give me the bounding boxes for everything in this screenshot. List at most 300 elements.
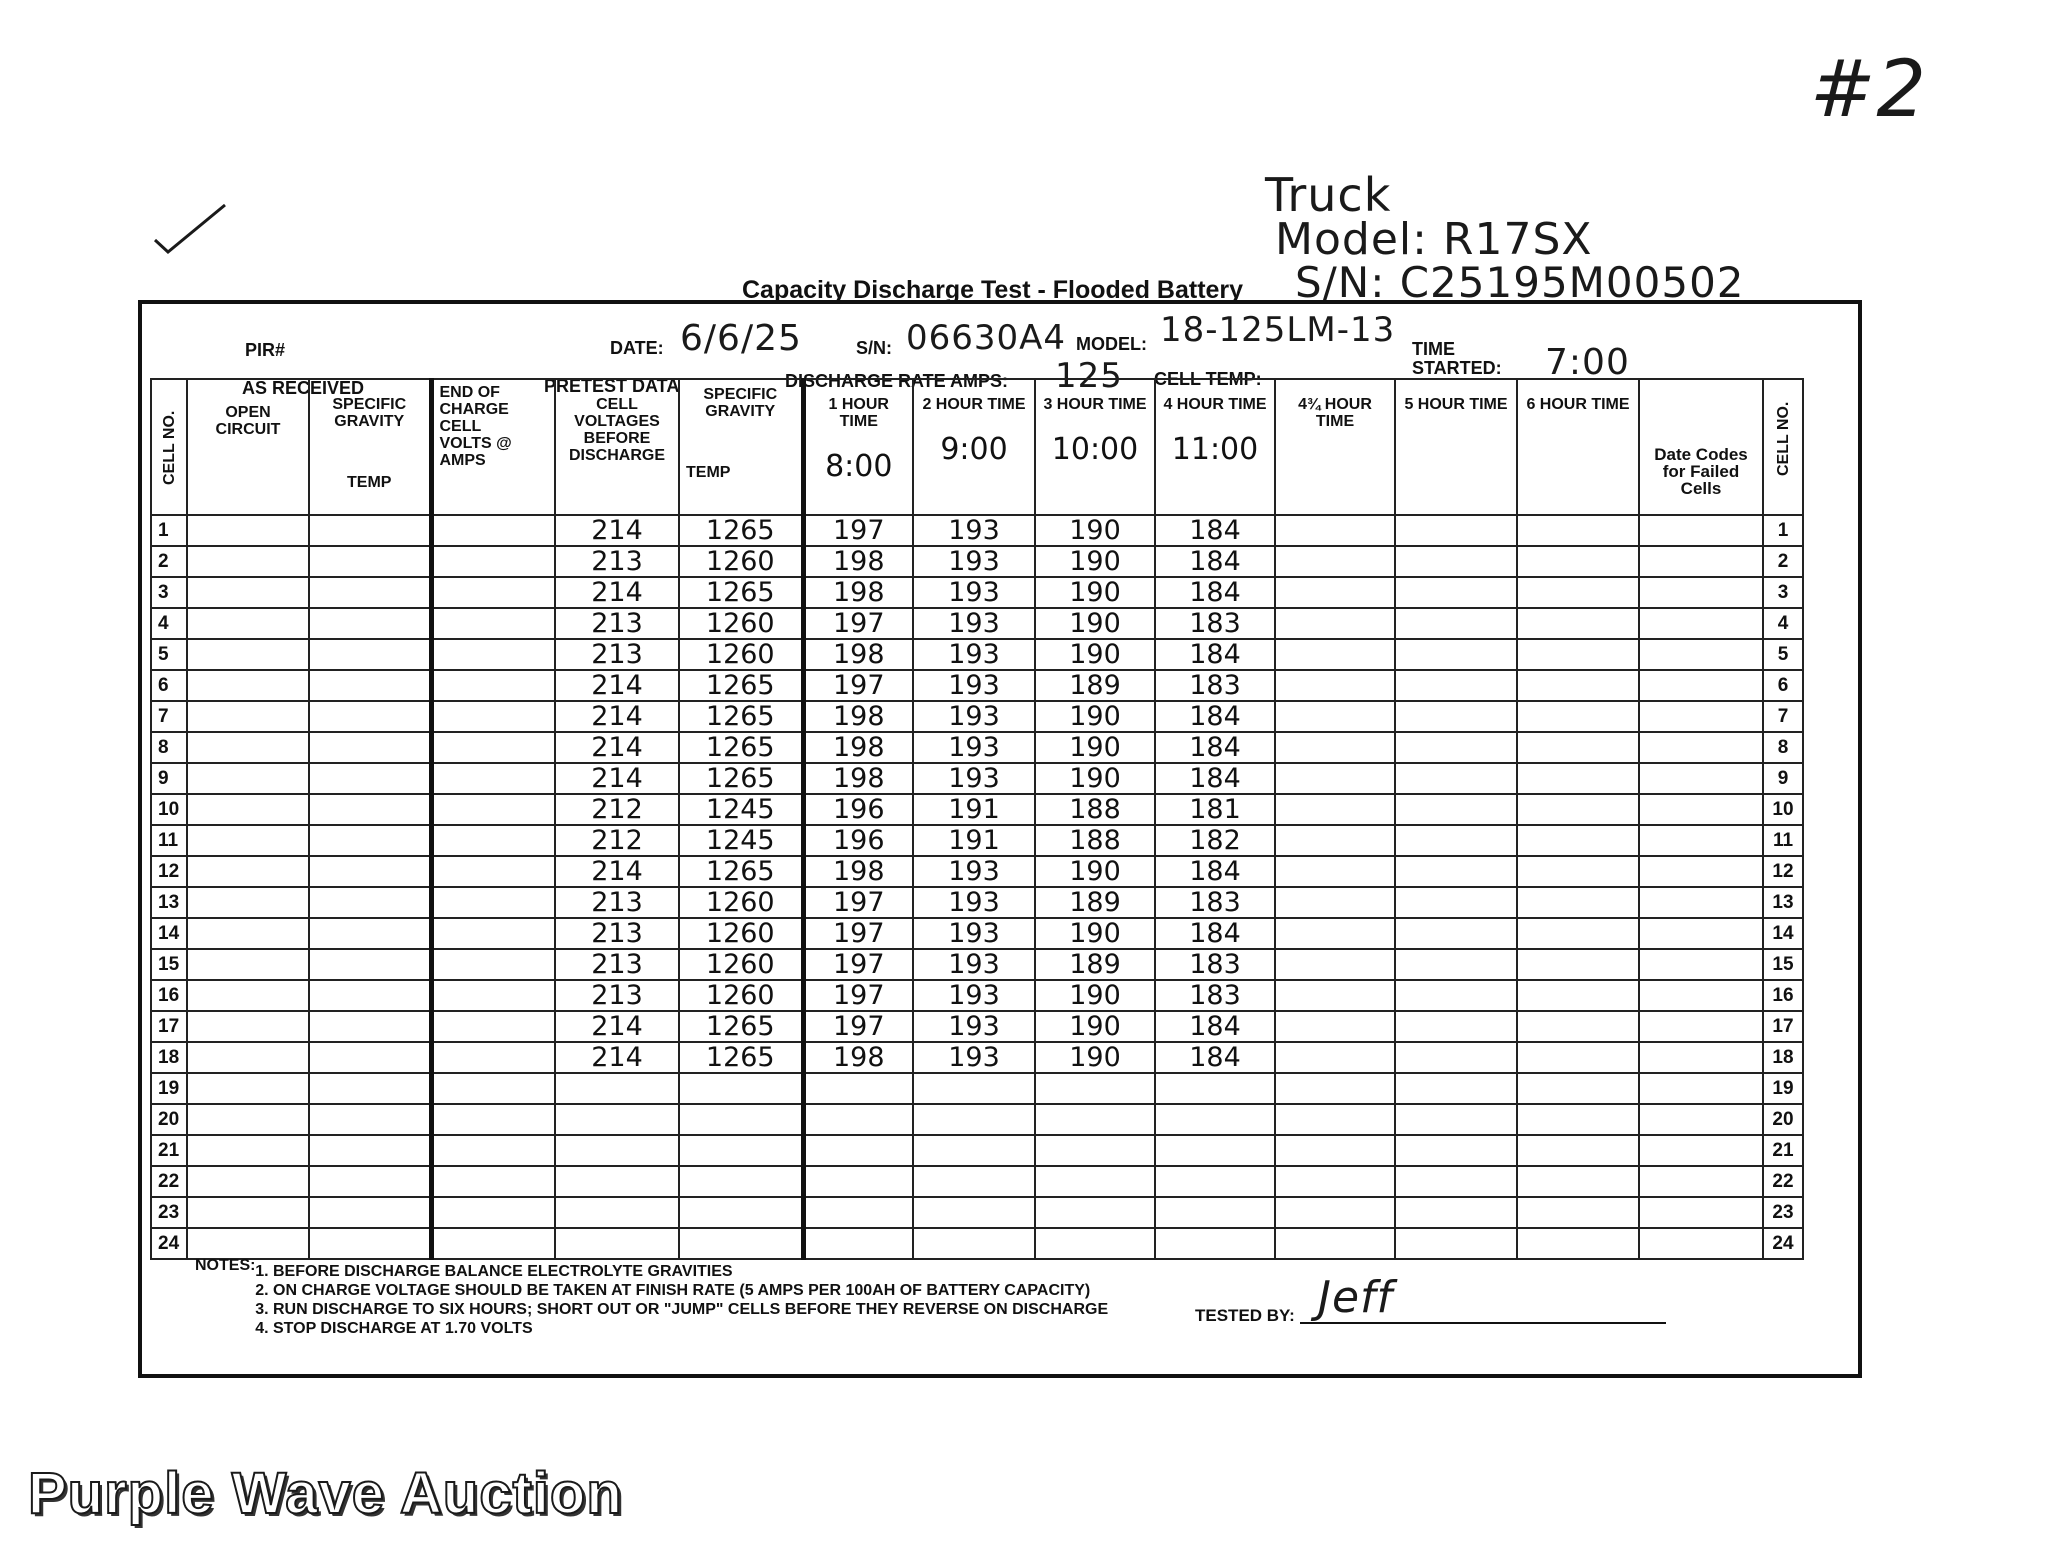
hour475-reading [1275,1104,1395,1135]
hour6-reading [1517,515,1639,546]
hour475-reading [1275,1073,1395,1104]
table-row [151,639,1803,670]
hour5-reading [1395,1073,1517,1104]
open-circuit-header: OPEN CIRCUIT [187,379,309,515]
hour4-reading: 182 [1155,825,1275,856]
hour4-reading: 183 [1155,670,1275,701]
failed-cell-code [1639,1166,1763,1197]
sn-value: 06630A4 [906,318,1067,358]
hour2-reading: 193 [913,949,1035,980]
hour3-header: 3 HOUR TIME 10:00 [1035,379,1155,515]
hour1-reading: 197 [803,949,913,980]
cell-temp-label: CELL TEMP: [1154,369,1262,389]
cell-no-header: CELL NO. [151,379,187,515]
hour475-reading [1275,856,1395,887]
hour2-reading [913,1073,1035,1104]
hour6-reading [1517,1135,1639,1166]
discharge-data-table [150,378,1804,1260]
note-item: 4. STOP DISCHARGE AT 1.70 VOLTS [273,1319,1173,1338]
end-of-charge-cell [431,825,555,856]
hour475-reading [1275,1228,1395,1259]
cell-voltage-cell: 213 [555,546,679,577]
hour6-reading [1517,763,1639,794]
hour3-reading: 190 [1035,546,1155,577]
pretest-sg-cell: 1265 [679,763,803,794]
hour5-reading [1395,670,1517,701]
end-of-charge-cell [431,1104,555,1135]
hour475-reading [1275,515,1395,546]
cell-number: 15 [151,949,187,980]
end-of-charge-cell [431,1011,555,1042]
cell-voltage-cell [555,1197,679,1228]
hour475-reading [1275,1042,1395,1073]
hour2-reading: 193 [913,1011,1035,1042]
hour4-reading [1155,1197,1275,1228]
failed-cell-code [1639,1011,1763,1042]
cell-number-right: 24 [1763,1228,1803,1259]
as-received-sg-cell [309,701,431,732]
hour2-reading: 193 [913,670,1035,701]
as-received-sg-cell [309,1135,431,1166]
cell-number: 23 [151,1197,187,1228]
hour4-reading: 184 [1155,701,1275,732]
end-of-charge-cell [431,577,555,608]
failed-cell-code [1639,1073,1763,1104]
cell-voltage-cell: 214 [555,701,679,732]
failed-cell-code [1639,918,1763,949]
open-circuit-cell [187,1104,309,1135]
note-item: 1. BEFORE DISCHARGE BALANCE ELECTROLYTE GRAVITIES [273,1262,1173,1281]
end-of-charge-cell [431,732,555,763]
hour1-reading [803,1104,913,1135]
hour1-reading: 197 [803,918,913,949]
open-circuit-cell [187,856,309,887]
cell-number: 3 [151,577,187,608]
hour3-reading: 190 [1035,639,1155,670]
end-of-charge-cell [431,1073,555,1104]
tester-signature: Jeff [1318,1272,1394,1323]
hour3-reading: 190 [1035,1011,1155,1042]
as-received-sg-header: SPECIFIC GRAVITY TEMP [309,379,431,515]
failed-cell-code [1639,732,1763,763]
hour1-reading: 197 [803,670,913,701]
hour475-reading [1275,577,1395,608]
cell-voltage-cell: 213 [555,980,679,1011]
end-of-charge-cell [431,949,555,980]
cell-number-right: 15 [1763,949,1803,980]
hour6-reading [1517,639,1639,670]
hour2-reading: 193 [913,515,1035,546]
end-of-charge-cell [431,701,555,732]
cell-number: 2 [151,546,187,577]
failed-cell-code [1639,1104,1763,1135]
pretest-sg-cell [679,1197,803,1228]
hour1-reading: 198 [803,577,913,608]
hour475-reading [1275,980,1395,1011]
hour4-reading: 184 [1155,763,1275,794]
hour2-reading: 193 [913,918,1035,949]
checkmark-icon [150,200,230,260]
hour6-reading [1517,732,1639,763]
hour5-reading [1395,732,1517,763]
hour6-reading [1517,1073,1639,1104]
as-received-sg-cell [309,980,431,1011]
failed-cell-code [1639,763,1763,794]
truck-annotation: Truck [1265,168,1392,222]
hour2-header: 2 HOUR TIME 9:00 [913,379,1035,515]
hour1-reading: 197 [803,608,913,639]
time-started-value: 7:00 [1545,342,1630,383]
hour475-reading [1275,1011,1395,1042]
hour2-reading: 193 [913,856,1035,887]
failed-cell-code [1639,856,1763,887]
hour6-reading [1517,980,1639,1011]
cell-number-right: 22 [1763,1166,1803,1197]
hour475-reading [1275,732,1395,763]
hour475-reading [1275,794,1395,825]
hour475-reading [1275,608,1395,639]
hour3-reading [1035,1135,1155,1166]
cell-voltage-cell: 213 [555,608,679,639]
hour5-reading [1395,949,1517,980]
model-value: 18-125LM-13 [1160,310,1396,350]
hour1-reading: 198 [803,732,913,763]
cell-number: 19 [151,1073,187,1104]
hour3-reading: 189 [1035,670,1155,701]
hour5-reading [1395,577,1517,608]
hour3-reading: 190 [1035,608,1155,639]
hour5-reading [1395,1166,1517,1197]
hour3-reading: 189 [1035,949,1155,980]
discharge-rate-label: DISCHARGE RATE AMPS: [785,371,1009,391]
hour4-time: 11:00 [1171,432,1259,467]
hour1-reading [803,1073,913,1104]
data-rows [151,515,1803,1259]
form-title: Capacity Discharge Test - Flooded Battery [742,276,1244,304]
end-of-charge-cell [431,670,555,701]
hour1-reading: 198 [803,546,913,577]
open-circuit-cell [187,515,309,546]
hour5-reading [1395,887,1517,918]
open-circuit-cell [187,887,309,918]
cell-voltage-cell: 214 [555,515,679,546]
as-received-sg-cell [309,515,431,546]
hour1-reading: 198 [803,701,913,732]
as-received-sg-cell [309,577,431,608]
hour1-reading: 196 [803,794,913,825]
cell-number: 9 [151,763,187,794]
hour2-reading: 193 [913,701,1035,732]
hour475-reading [1275,1197,1395,1228]
cell-voltage-cell [555,1135,679,1166]
hour2-reading: 193 [913,577,1035,608]
end-of-charge-cell [431,1166,555,1197]
hour2-reading [913,1228,1035,1259]
cell-number: 21 [151,1135,187,1166]
cell-number: 13 [151,887,187,918]
cell-number: 11 [151,825,187,856]
end-of-charge-cell [431,794,555,825]
hour6-reading [1517,949,1639,980]
hour5-reading [1395,639,1517,670]
hour3-reading [1035,1166,1155,1197]
end-of-charge-cell [431,887,555,918]
table-row [151,608,1803,639]
pretest-sg-cell: 1260 [679,639,803,670]
hour6-reading [1517,670,1639,701]
cell-no-right-header: CELL NO. [1763,379,1803,515]
cell-number: 1 [151,515,187,546]
pretest-sg-cell: 1265 [679,732,803,763]
table-row [151,1104,1803,1135]
hour6-reading [1517,1104,1639,1135]
hour475-reading [1275,670,1395,701]
pretest-sg-cell: 1265 [679,701,803,732]
hour3-reading: 190 [1035,577,1155,608]
open-circuit-cell [187,546,309,577]
as-received-sg-cell [309,763,431,794]
cell-voltage-cell: 213 [555,918,679,949]
open-circuit-cell [187,1135,309,1166]
end-of-charge-header: END OF CHARGE CELL VOLTS @ AMPS [431,379,555,515]
cell-number: 20 [151,1104,187,1135]
hour2-reading: 191 [913,794,1035,825]
page-number-annotation: #2 [1810,45,1927,135]
failed-cell-code [1639,1042,1763,1073]
hour5-reading [1395,515,1517,546]
truck-serial-annotation: S/N: C25195M00502 [1295,258,1745,307]
as-received-sg-cell [309,1073,431,1104]
cell-number-right: 8 [1763,732,1803,763]
hour475-reading [1275,1135,1395,1166]
table-row [151,670,1803,701]
hour1-reading: 197 [803,515,913,546]
cell-voltage-cell: 213 [555,887,679,918]
pir-label: PIR# [245,340,286,360]
hour5-reading [1395,856,1517,887]
cell-number-right: 20 [1763,1104,1803,1135]
as-received-sg-cell [309,887,431,918]
table-row [151,701,1803,732]
hour2-reading: 193 [913,546,1035,577]
table-row [151,515,1803,546]
end-of-charge-cell [431,856,555,887]
cell-number-right: 21 [1763,1135,1803,1166]
as-received-sg-cell [309,670,431,701]
hour1-reading: 197 [803,980,913,1011]
notes-label: NOTES: [195,1257,256,1274]
hour1-reading: 198 [803,856,913,887]
cell-voltage-cell: 214 [555,856,679,887]
hour4-reading [1155,1073,1275,1104]
hour2-reading: 193 [913,763,1035,794]
hour1-reading [803,1166,913,1197]
hour6-reading [1517,794,1639,825]
hour4-header: 4 HOUR TIME 11:00 [1155,379,1275,515]
end-of-charge-cell [431,980,555,1011]
hour6-reading [1517,1228,1639,1259]
cell-number-right: 2 [1763,546,1803,577]
hour5-reading [1395,1011,1517,1042]
cell-voltage-cell [555,1228,679,1259]
cell-number: 6 [151,670,187,701]
open-circuit-cell [187,608,309,639]
cell-number: 17 [151,1011,187,1042]
hour3-reading [1035,1228,1155,1259]
hour2-reading [913,1166,1035,1197]
pretest-sg-cell: 1260 [679,546,803,577]
hour6-reading [1517,887,1639,918]
as-received-sg-cell [309,546,431,577]
hour6-header: 6 HOUR TIME [1517,379,1639,515]
hour1-reading [803,1228,913,1259]
cell-number-right: 1 [1763,515,1803,546]
pretest-sg-cell: 1265 [679,577,803,608]
hour4-reading: 181 [1155,794,1275,825]
end-of-charge-cell [431,763,555,794]
end-of-charge-cell [431,639,555,670]
cell-voltage-cell: 214 [555,1011,679,1042]
cell-number-right: 7 [1763,701,1803,732]
hour5-header: 5 HOUR TIME [1395,379,1517,515]
pretest-data-label: PRETEST DATA [544,376,680,396]
table-row [151,732,1803,763]
hour475-reading [1275,887,1395,918]
end-of-charge-cell [431,1042,555,1073]
cell-voltage-cell [555,1073,679,1104]
date-label: DATE: [610,338,664,358]
failed-cell-code [1639,639,1763,670]
cell-number: 5 [151,639,187,670]
hour4-reading: 183 [1155,949,1275,980]
cell-number-right: 12 [1763,856,1803,887]
cell-number: 7 [151,701,187,732]
as-received-sg-cell [309,949,431,980]
hour475-reading [1275,639,1395,670]
failed-cell-code [1639,608,1763,639]
hour3-reading [1035,1073,1155,1104]
table-row [151,887,1803,918]
cell-number-right: 16 [1763,980,1803,1011]
open-circuit-cell [187,577,309,608]
hour6-reading [1517,825,1639,856]
failed-cell-code [1639,1197,1763,1228]
pretest-sg-cell [679,1104,803,1135]
failed-cell-code [1639,546,1763,577]
discharge-rate-value: 125 [1055,356,1123,396]
hour2-reading [913,1135,1035,1166]
end-of-charge-cell [431,546,555,577]
hour4-reading: 183 [1155,608,1275,639]
hour5-reading [1395,825,1517,856]
hour3-reading: 190 [1035,763,1155,794]
hour6-reading [1517,1011,1639,1042]
cell-number-right: 11 [1763,825,1803,856]
hour1-reading: 198 [803,763,913,794]
failed-cell-code [1639,670,1763,701]
watermark: Purple Wave Auction [28,1461,623,1526]
cell-number-right: 10 [1763,794,1803,825]
cell-number-right: 9 [1763,763,1803,794]
sn-label: S/N: [856,338,892,358]
tested-by-label: TESTED BY: [1195,1306,1295,1325]
hour3-reading [1035,1197,1155,1228]
cell-number: 16 [151,980,187,1011]
open-circuit-cell [187,639,309,670]
cell-voltage-cell: 213 [555,949,679,980]
failed-cell-code [1639,794,1763,825]
hour3-reading: 188 [1035,825,1155,856]
table-row [151,1135,1803,1166]
failed-cell-code [1639,701,1763,732]
pretest-sg-cell: 1260 [679,918,803,949]
cell-number-right: 18 [1763,1042,1803,1073]
hour5-reading [1395,918,1517,949]
cell-voltage-cell: 212 [555,825,679,856]
hour2-reading: 193 [913,980,1035,1011]
open-circuit-cell [187,732,309,763]
failed-cell-code [1639,980,1763,1011]
hour4-reading: 184 [1155,856,1275,887]
table-row [151,980,1803,1011]
hour2-reading: 193 [913,887,1035,918]
model-label: MODEL: [1076,334,1147,354]
hour2-reading: 193 [913,732,1035,763]
hour4-reading: 184 [1155,639,1275,670]
failed-cell-code [1639,1135,1763,1166]
hour5-reading [1395,701,1517,732]
failed-cell-code [1639,887,1763,918]
hour475-reading [1275,546,1395,577]
table-row [151,763,1803,794]
hour3-reading: 190 [1035,701,1155,732]
hour6-reading [1517,577,1639,608]
pretest-sg-cell: 1265 [679,515,803,546]
pretest-sg-cell: 1260 [679,980,803,1011]
cell-voltage-cell: 212 [555,794,679,825]
open-circuit-cell [187,949,309,980]
cell-number-right: 4 [1763,608,1803,639]
table-row [151,1042,1803,1073]
as-received-sg-cell [309,825,431,856]
pretest-sg-cell: 1265 [679,1011,803,1042]
hour1-reading [803,1197,913,1228]
hour4-reading: 183 [1155,980,1275,1011]
hour5-reading [1395,1197,1517,1228]
hour4-reading: 184 [1155,732,1275,763]
pretest-sg-cell [679,1228,803,1259]
failed-cell-code [1639,1228,1763,1259]
hour2-time: 9:00 [940,432,1008,467]
hour3-reading: 188 [1035,794,1155,825]
hour3-reading: 190 [1035,1042,1155,1073]
hour3-time: 10:00 [1051,432,1139,467]
note-item: 2. ON CHARGE VOLTAGE SHOULD BE TAKEN AT FINISH RATE (5 AMPS PER 100AH OF BATTERY CAPACITY) [273,1281,1173,1300]
hour2-reading: 193 [913,608,1035,639]
hour2-reading [913,1197,1035,1228]
hour1-reading: 196 [803,825,913,856]
open-circuit-cell [187,1042,309,1073]
pretest-sg-cell: 1265 [679,670,803,701]
as-received-sg-cell [309,732,431,763]
as-received-sg-cell [309,856,431,887]
open-circuit-cell [187,670,309,701]
as-received-label: AS RECEIVED [242,378,365,398]
cell-number-right: 14 [1763,918,1803,949]
as-received-sg-cell [309,1042,431,1073]
hour5-reading [1395,608,1517,639]
cell-voltage-cell: 214 [555,577,679,608]
